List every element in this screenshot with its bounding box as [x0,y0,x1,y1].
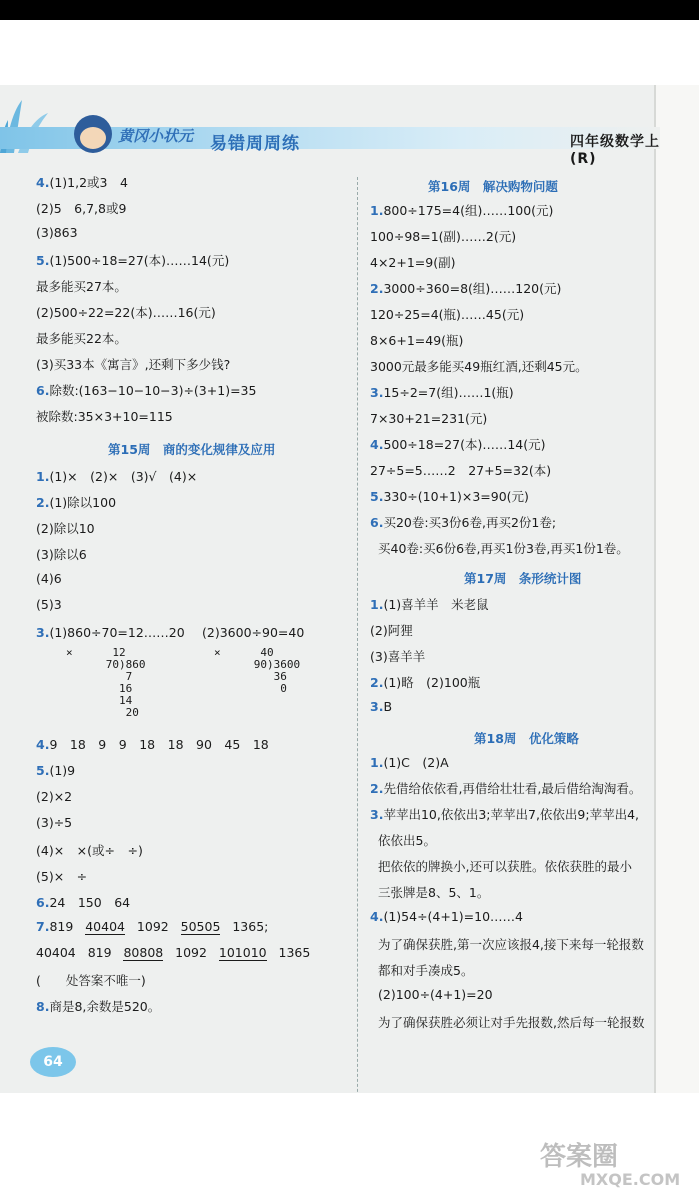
workbook-page [0,85,699,1093]
answer-line: 三张牌是8、5、1。 [378,885,490,900]
answer-line: 1.800÷175=4(组)……100(元) [370,203,554,218]
answer-line: 4×2+1=9(副) [370,255,456,270]
answer-line: (2)除以10 [36,521,95,536]
answer-line: 40404 819 80808 1092 101010 1365 [36,945,311,960]
answer-line: 6.24 150 64 [36,895,131,910]
long-division-3600: × 40 90)3600 36 0 [214,646,301,695]
answer-line: 3.苹苹出10,依依出3;苹苹出7,依依出9;苹苹出4, [370,807,640,822]
answer-line: (2)5 6,7,8或9 [36,201,127,216]
answer-line: 4.(1)54÷(4+1)=10……4 [370,909,524,924]
answer-line: 7×30+21=231(元) [370,411,488,426]
answer-line: 2.先借给依依看,再借给壮壮看,最后借给淘淘看。 [370,781,642,796]
answer-line: 被除数:35×3+10=115 [36,409,173,424]
answer-line: (2)100÷(4+1)=20 [378,987,493,1002]
answer-line: 120÷25=4(瓶)……45(元) [370,307,525,322]
column-divider [357,177,358,1093]
right-column [370,85,654,1093]
answer-line: 7.819 40404 1092 50505 1365; [36,919,269,934]
answer-line: (2)500÷22=22(本)……16(元) [36,305,216,320]
answer-line: 把依依的牌换小,还可以获胜。依依获胜的最小 [378,859,632,874]
answer-line: 4.(1)1,2或3 4 [36,175,128,190]
section-title-week18: 第18周 优化策略 [474,731,579,746]
answer-line: 5.(1)500÷18=27(本)……14(元) [36,253,230,268]
watermark-url: MXQE.COM [580,1170,681,1189]
answer-line: 5.(1)9 [36,763,76,778]
answer-line: 27÷5=5……2 27+5=32(本) [370,463,552,478]
answer-line: (3)买33本《寓言》,还剩下多少钱? [36,357,231,372]
page-edge [654,85,699,1093]
answer-line: (2)阿狸 [370,623,413,638]
answer-line: 4.500÷18=27(本)……14(元) [370,437,546,452]
answer-line: 2.(1)略 (2)100瓶 [370,675,481,690]
section-title-week15: 第15周 商的变化规律及应用 [108,442,276,457]
page-number: 64 [43,1054,63,1070]
answer-line: 2.(1)除以100 [36,495,117,510]
answer-line: 3.15÷2=7(组)……1(瓶) [370,385,514,400]
answer-line: (5)3 [36,597,62,612]
answer-line: (3)÷5 [36,815,73,830]
answer-line: 8×6+1=49(瓶) [370,333,464,348]
header-subtitle: 易错周周练 [210,134,300,154]
answer-line: 1.(1)喜羊羊 米老鼠 [370,597,489,612]
answer-line: 4.9 18 9 9 18 18 90 45 18 [36,737,269,752]
grade-label: 四年级数学上(R) [570,134,660,167]
answer-line: 5.330÷(10+1)×3=90(元) [370,489,529,504]
answer-line: 3.(1)860÷70=12……20 [36,625,185,640]
section-title-week16: 第16周 解决购物问题 [428,179,558,194]
page-number-badge [30,1047,76,1077]
answer-line: 都和对手凑成5。 [378,963,474,978]
left-column [36,85,351,1093]
answer-line: (3)863 [36,225,78,240]
answer-line: 为了确保获胜,第一次应该报4,接下来每一轮报数 [378,937,644,952]
answer-line: 6.买20卷:买3份6卷,再买2份1卷; [370,515,557,530]
answer-line: (3)喜羊羊 [370,649,426,664]
answer-line: (2)×2 [36,789,73,804]
answer-line: (5)× ÷ [36,869,88,884]
section-title-week17: 第17周 条形统计图 [464,571,582,586]
answer-line: ( 处答案不唯一) [36,973,146,988]
answer-line: 买40卷:买6份6卷,再买1份3卷,再买1份1卷。 [378,541,629,556]
answer-line: 1.(1)× (2)× (3)√ (4)× [36,469,198,484]
answer-line: 最多能买22本。 [36,331,127,346]
status-bar [0,0,699,20]
answer-line: 8.商是8,余数是520。 [36,999,161,1014]
answer-line: 6.除数:(163−10−10−3)÷(3+1)=35 [36,383,257,398]
answer-line: 2.3000÷360=8(组)……120(元) [370,281,562,296]
answer-line: (3)除以6 [36,547,87,562]
answer-line: 3.B [370,699,393,714]
brand-logo: 黄冈小状元 [118,127,194,145]
long-division-860: × 12 70)860 7 16 14 20 [66,646,146,719]
answer-line: 3000元最多能买49瓶红酒,还剩45元。 [370,359,588,374]
answer-line: (2)3600÷90=40 [202,625,305,640]
answer-line: 为了确保获胜必须让对手先报数,然后每一轮报数 [378,1015,645,1030]
watermark-logo: 答案圈 [540,1142,619,1172]
answer-line: 1.(1)C (2)A [370,755,449,770]
answer-line: 100÷98=1(副)……2(元) [370,229,517,244]
answer-line: (4)× ×(或÷ ÷) [36,843,143,858]
answer-line: 依依出5。 [378,833,436,848]
answer-line: 最多能买27本。 [36,279,127,294]
answer-line: (4)6 [36,571,62,586]
